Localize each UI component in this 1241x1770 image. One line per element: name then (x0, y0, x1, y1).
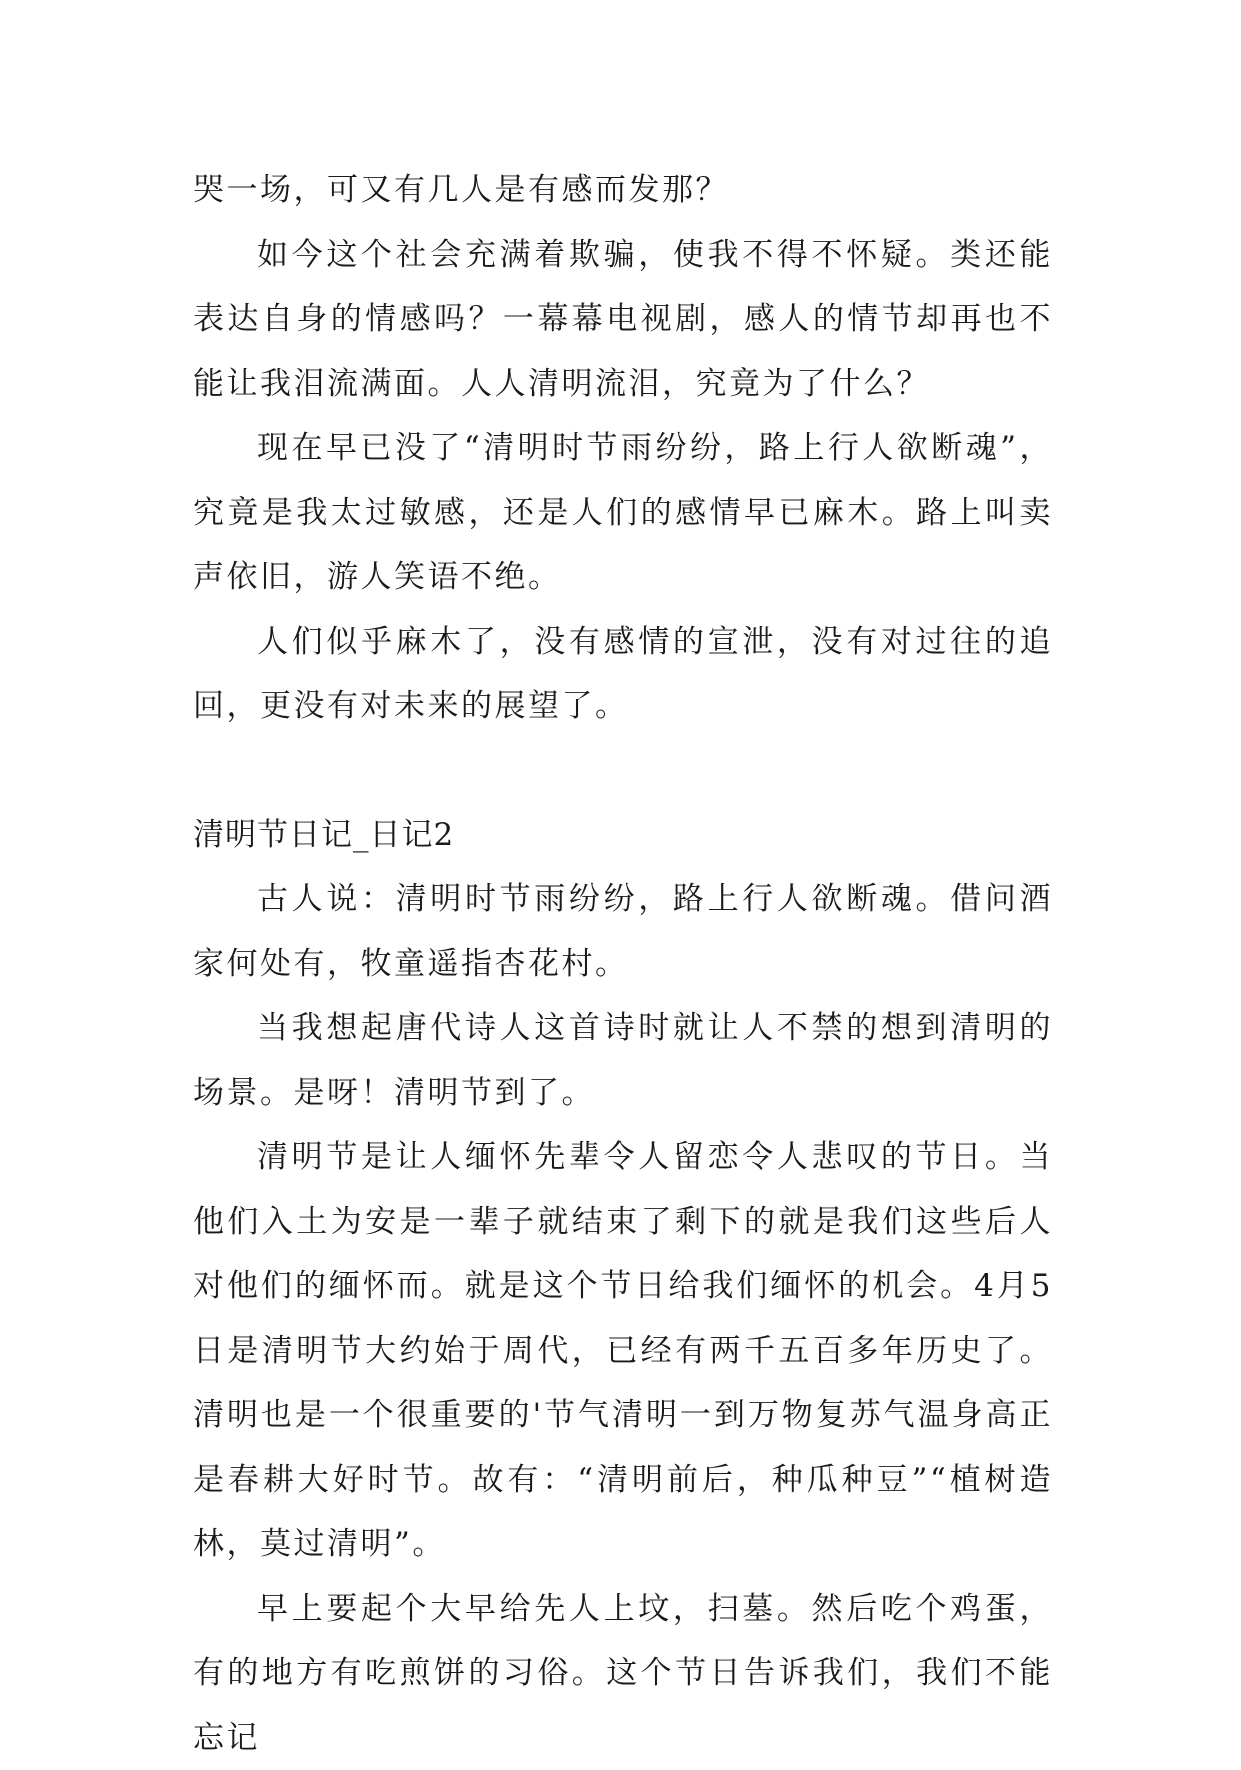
paragraph: 早上要起个大早给先人上坟，扫墓。然后吃个鸡蛋，有的地方有吃煎饼的习俗。这个节日告诉我们，我们不能忘记 (193, 1577, 1053, 1770)
section-title: 清明节日记_日记2 (193, 803, 1053, 868)
section-spacer (193, 739, 1053, 803)
paragraph: 当我想起唐代诗人这首诗时就让人不禁的想到清明的场景。是呀！清明节到了。 (193, 996, 1053, 1125)
paragraph: 现在早已没了“清明时节雨纷纷，路上行人欲断魂”，究竟是我太过敏感，还是人们的感情早已麻木。路上叫卖声依旧，游人笑语不绝。 (193, 416, 1053, 610)
paragraph: 清明节是让人缅怀先辈令人留恋令人悲叹的节日。当他们入土为安是一辈子就结束了剩下的就是我们这些后人对他们的缅怀而。就是这个节日给我们缅怀的机会。4月5日是清明节大约始于周代，已经有两千五百多年历史了。清明也是一个很重要的'节气清明一到万物复苏气温身高正是春耕大好时节。故有：“清明前后，种瓜种豆”“植树造林，莫过清明”。 (193, 1125, 1053, 1577)
paragraph: 古人说：清明时节雨纷纷，路上行人欲断魂。借问酒家何处有，牧童遥指杏花村。 (193, 867, 1053, 996)
document-page (193, 158, 1053, 1770)
paragraph: 人们似乎麻木了，没有感情的宣泄，没有对过往的追回，更没有对未来的展望了。 (193, 610, 1053, 739)
paragraph: 如今这个社会充满着欺骗，使我不得不怀疑。类还能表达自身的情感吗？一幕幕电视剧，感人的情节却再也不能让我泪流满面。人人清明流泪，究竟为了什么？ (193, 223, 1053, 417)
paragraph: 哭一场，可又有几人是有感而发那？ (193, 158, 1053, 223)
